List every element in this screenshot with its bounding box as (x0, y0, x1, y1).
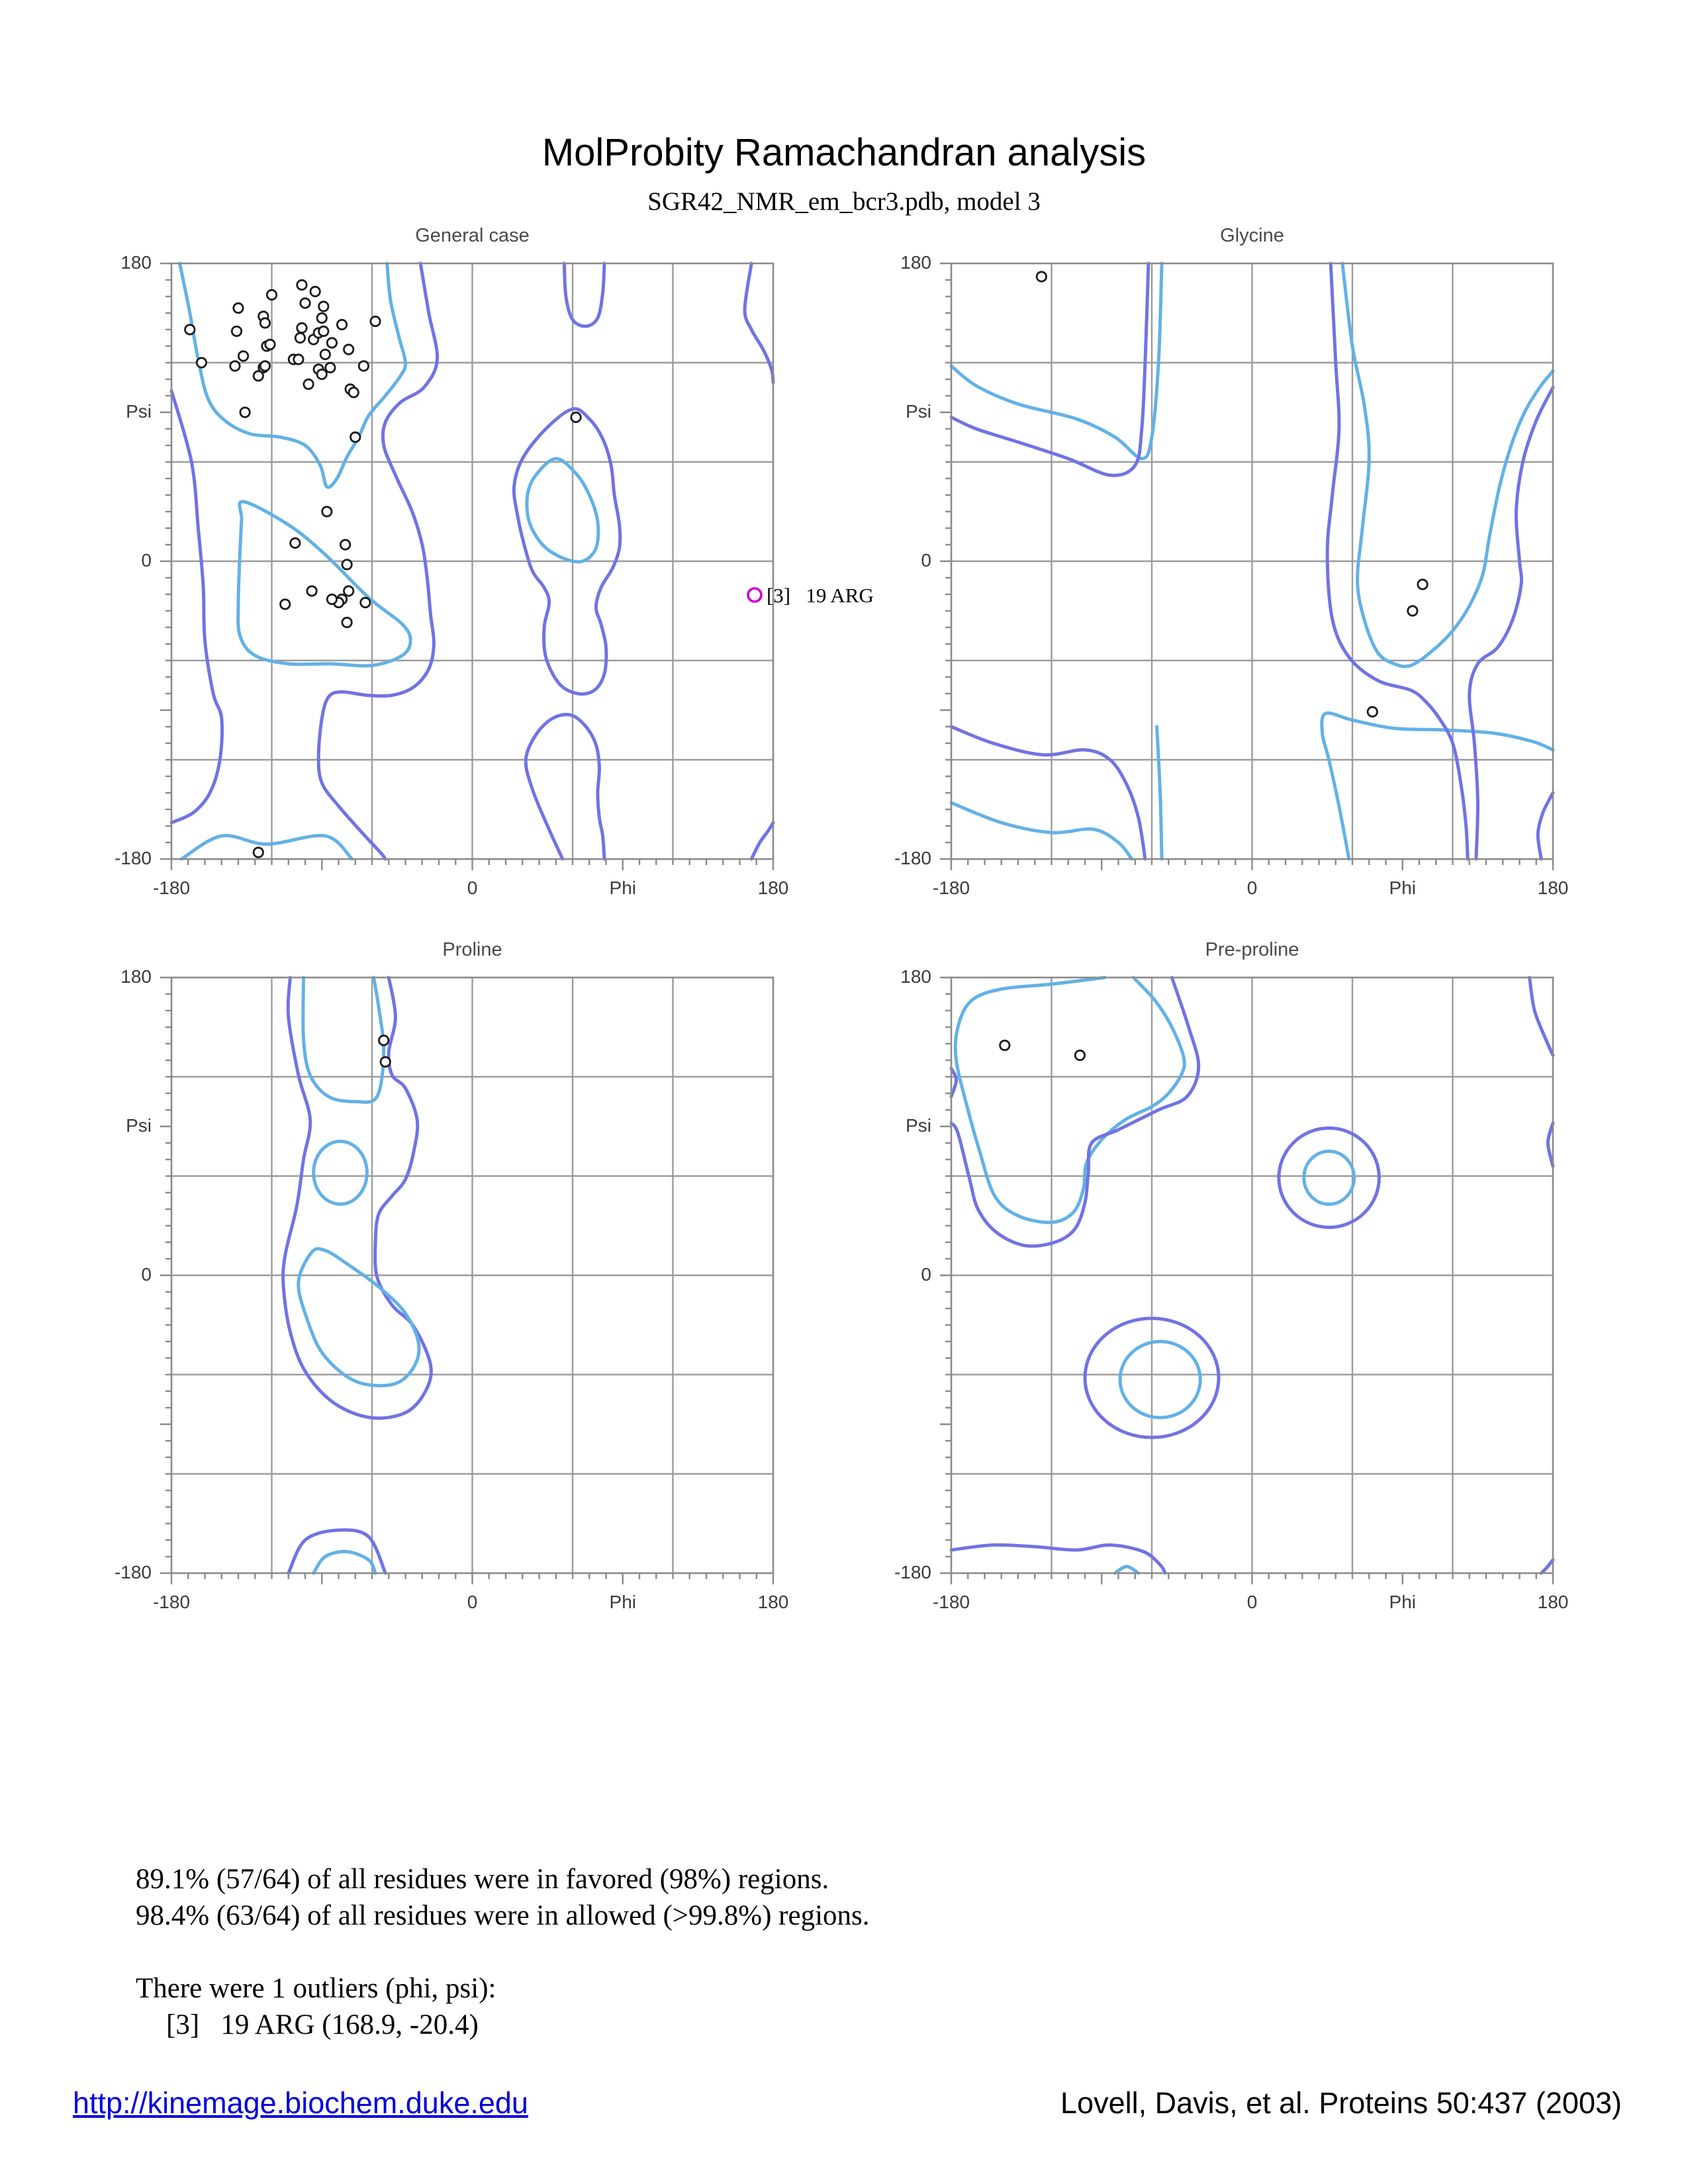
data-point (281, 600, 290, 609)
y-axis-label-psi: Psi (126, 401, 152, 422)
stats-allowed-line: 98.4% (63/64) of all residues were in allowed (>99.8%) regions. (136, 1900, 870, 1931)
favored-contour (238, 502, 410, 666)
x-axis-label-0: 0 (467, 878, 478, 898)
x-axis-label-180: 180 (1537, 878, 1569, 898)
data-point (234, 303, 243, 312)
x-axis-label--180: -180 (932, 878, 970, 898)
y-axis-label-psi: Psi (126, 1115, 152, 1136)
grid-lines (171, 978, 773, 1573)
data-point (294, 355, 303, 364)
data-point (344, 345, 353, 354)
plot-glycine (951, 225, 1553, 859)
data-point (1000, 1040, 1009, 1050)
data-point (322, 507, 332, 516)
data-point (1418, 580, 1427, 589)
allowed-contour (1541, 1560, 1553, 1573)
y-axis-label-0: 0 (141, 1264, 152, 1285)
data-points (185, 280, 581, 857)
data-point (310, 287, 320, 296)
data-point (295, 333, 305, 342)
data-point (361, 598, 370, 607)
data-point (342, 560, 352, 569)
x-axis-label-0: 0 (467, 1592, 478, 1612)
y-axis-label--180: -180 (114, 1562, 152, 1582)
subtitle: SGR42_NMR_em_bcr3.pdb, model 3 (647, 187, 1041, 216)
y-axis-label-180: 180 (120, 252, 152, 273)
favored-contour (527, 459, 598, 562)
plot-title-glycine: Glycine (1220, 225, 1284, 246)
y-axis-label--180: -180 (114, 848, 152, 868)
data-point (254, 848, 263, 857)
data-point (1037, 272, 1046, 281)
data-point (240, 408, 250, 417)
ramachandran-svg (171, 263, 874, 859)
data-point (340, 540, 350, 549)
data-point (351, 432, 360, 441)
x-axis-label-180: 180 (757, 1592, 789, 1612)
favored-contour (1115, 1567, 1138, 1573)
favored-contour (299, 1249, 419, 1386)
y-axis-label-psi: Psi (906, 401, 931, 422)
stats-outlier-item: [3] 19 ARG (168.9, -20.4) (166, 2009, 479, 2040)
data-point (297, 323, 306, 332)
favored-contour (1157, 727, 1162, 859)
y-axis-label-180: 180 (900, 252, 931, 273)
allowed-contour (951, 978, 1199, 1246)
favored-contour (314, 1142, 367, 1205)
ramachandran-svg (171, 978, 773, 1573)
data-point (304, 379, 313, 388)
axis-ticks (160, 978, 773, 1584)
x-axis-label-phi: Phi (609, 878, 636, 898)
data-point (349, 388, 358, 397)
data-point (197, 358, 206, 367)
plot-proline (171, 939, 773, 1573)
allowed-contour (526, 715, 604, 859)
allowed-contour (1470, 388, 1553, 860)
plot-title-proline: Proline (442, 939, 502, 960)
plot-title-pre-proline: Pre-proline (1205, 939, 1299, 960)
data-point (1408, 606, 1417, 615)
y-axis-label-0: 0 (921, 550, 931, 570)
grid-lines (951, 263, 1553, 859)
x-axis-label-180: 180 (757, 878, 789, 898)
data-point (260, 318, 269, 328)
x-axis-label--180: -180 (152, 1592, 191, 1612)
allowed-contour (951, 263, 1149, 475)
allowed-contour (564, 263, 604, 326)
data-point (319, 302, 328, 311)
x-axis-label-phi: Phi (1389, 878, 1416, 898)
axis-ticks (940, 978, 1553, 1584)
data-point (265, 340, 275, 349)
grid-lines (171, 263, 773, 859)
data-point (1368, 707, 1377, 716)
data-point (359, 361, 368, 371)
data-point (326, 363, 335, 372)
citation-text: Lovell, Davis, et al. Proteins 50:437 (2003) (1060, 2086, 1622, 2120)
data-point (337, 320, 346, 329)
plot-canvas-glycine (951, 263, 1553, 859)
favored-contour (314, 1551, 375, 1573)
favored-contour (1304, 1152, 1354, 1205)
allowed-contour (171, 391, 222, 823)
x-axis-label-0: 0 (1246, 1592, 1258, 1612)
x-axis-label-180: 180 (1537, 1592, 1569, 1612)
data-point (260, 361, 269, 371)
axis-ticks (160, 263, 773, 870)
favored-contour (955, 978, 1184, 1222)
data-point (297, 280, 306, 289)
y-axis-label-0: 0 (921, 1264, 931, 1285)
data-point (342, 617, 352, 627)
data-point (267, 290, 276, 299)
data-point (238, 351, 248, 361)
y-axis-label-180: 180 (120, 966, 152, 987)
data-point (230, 361, 240, 371)
x-axis-label-phi: Phi (609, 1592, 636, 1612)
data-point (1075, 1050, 1084, 1060)
page-title: MolProbity Ramachandran analysis (541, 130, 1147, 174)
y-axis-label--180: -180 (894, 848, 931, 868)
stats-block (136, 1861, 870, 2043)
plot-general-case (171, 225, 874, 859)
data-points (1037, 272, 1427, 717)
data-point (371, 316, 380, 326)
outlier-point (748, 588, 761, 602)
favored-contour (181, 835, 352, 859)
data-point (571, 412, 581, 422)
plot-pre-proline (951, 939, 1553, 1573)
stats-favored-line: 89.1% (57/64) of all residues were in favored (98%) regions. (136, 1864, 829, 1895)
data-point (344, 586, 353, 596)
x-axis-label--180: -180 (932, 1592, 970, 1612)
data-point (327, 594, 336, 604)
allowed-contour (1530, 978, 1553, 1056)
x-axis-label--180: -180 (152, 878, 191, 898)
allowed-contour (751, 823, 773, 859)
plot-title-general-case: General case (415, 225, 530, 246)
allowed-contour (745, 263, 773, 383)
favored-contour (951, 803, 1132, 859)
ramachandran-svg (951, 978, 1553, 1573)
data-point (232, 326, 241, 336)
data-point (317, 369, 326, 379)
outlier-label: [3] 19 ARG (766, 584, 874, 607)
data-points (1000, 1040, 1085, 1060)
grid-lines (951, 978, 1553, 1573)
data-point (319, 326, 328, 336)
y-axis-label-0: 0 (141, 550, 152, 570)
kinemage-link[interactable]: http://kinemage.biochem.duke.edu (73, 2086, 528, 2120)
data-point (301, 298, 310, 308)
favored-contour (1120, 1342, 1200, 1418)
data-point (185, 325, 195, 334)
data-point (317, 313, 326, 322)
x-axis-label-0: 0 (1246, 878, 1258, 898)
allowed-contour (1538, 793, 1553, 859)
y-axis-label--180: -180 (894, 1562, 931, 1582)
favored-contour (951, 263, 1162, 459)
data-point (379, 1036, 388, 1045)
y-axis-label-psi: Psi (906, 1115, 931, 1136)
data-point (327, 338, 336, 347)
allowed-contour (1279, 1128, 1379, 1228)
data-point (291, 538, 300, 547)
plot-canvas-proline (171, 978, 773, 1573)
plot-canvas-general-case (171, 263, 874, 859)
plot-canvas-pre-proline (951, 978, 1553, 1573)
allowed-contour (514, 409, 620, 694)
data-point (381, 1057, 390, 1066)
y-axis-label-180: 180 (900, 966, 931, 987)
x-axis-label-phi: Phi (1389, 1592, 1416, 1612)
data-point (320, 349, 330, 359)
data-point (307, 586, 316, 596)
stats-outliers-header: There were 1 outliers (phi, psi): (136, 1973, 496, 2004)
favored-contour (1322, 713, 1553, 859)
ramachandran-svg (951, 263, 1553, 859)
data-point (254, 371, 263, 381)
